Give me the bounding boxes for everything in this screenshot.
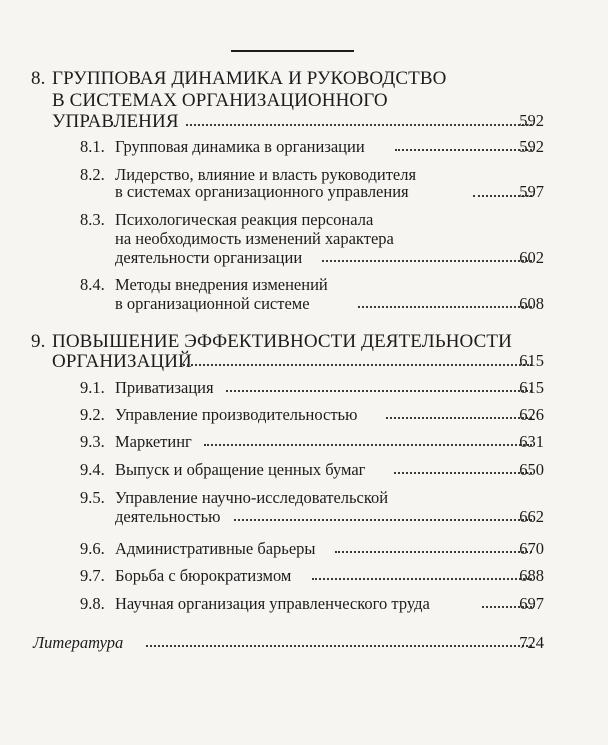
page-number: 724 <box>519 633 544 652</box>
dot-leader <box>322 259 532 262</box>
dot-leader <box>394 471 532 474</box>
section-title-line: Административные барьеры <box>115 539 316 558</box>
page-number: 615 <box>519 351 544 370</box>
dot-leader <box>395 148 532 151</box>
page-number: 688 <box>519 566 544 585</box>
page-number: 597 <box>519 182 544 201</box>
section-number: 8.2. <box>80 165 105 184</box>
dot-leader <box>204 443 532 446</box>
section-number: 9.7. <box>80 566 105 585</box>
section-number: 9.2. <box>80 405 105 424</box>
page-number: 631 <box>519 432 544 451</box>
page-number: 602 <box>519 248 544 267</box>
chapter-title-line: ОРГАНИЗАЦИЙ <box>52 351 192 372</box>
section-title-line: в системах организационного управления <box>115 182 409 201</box>
section-title-line: в организационной системе <box>115 294 310 313</box>
section-number: 9.1. <box>80 378 105 397</box>
chapter-number: 8. <box>31 68 46 89</box>
section-number: 9.5. <box>80 488 105 507</box>
page-number: 662 <box>519 507 544 526</box>
page-number: 608 <box>519 294 544 313</box>
section-number: 9.6. <box>80 539 105 558</box>
chapter-title-line: ПОВЫШЕНИЕ ЭФФЕКТИВНОСТИ ДЕЯТЕЛЬНОСТИ <box>52 331 512 352</box>
dot-leader <box>335 550 532 553</box>
section-title-line: Групповая динамика в организации <box>115 137 365 156</box>
section-title-line: Научная организация управленческого труда <box>115 594 430 613</box>
page-number: 670 <box>519 539 544 558</box>
chapter-title-line: УПРАВЛЕНИЯ <box>52 111 179 132</box>
page-number: 615 <box>519 378 544 397</box>
dot-leader <box>358 305 532 308</box>
section-title-line: Маркетинг <box>115 432 192 451</box>
dot-leader <box>226 389 532 392</box>
dot-leader <box>312 577 532 580</box>
chapter-title-line: В СИСТЕМАХ ОРГАНИЗАЦИОННОГО <box>52 90 388 111</box>
section-title-line: Лидерство, влияние и власть руководителя <box>115 165 417 184</box>
section-title-line: Методы внедрения изменений <box>115 275 328 294</box>
page-number: 592 <box>519 111 544 130</box>
page-number: 650 <box>519 460 544 479</box>
section-title-line: Управление производительностью <box>115 405 358 424</box>
section-title-line: Приватизация <box>115 378 214 397</box>
dot-leader <box>146 644 532 647</box>
page-number: 697 <box>519 594 544 613</box>
section-title-line: Психологическая реакция персонала <box>115 210 374 229</box>
section-number: 9.3. <box>80 432 105 451</box>
section-title-line: на необходимость изменений характера <box>115 229 394 248</box>
dot-leader <box>234 518 532 521</box>
top-divider <box>231 50 354 52</box>
section-number: 8.4. <box>80 275 105 294</box>
section-title-line: Управление научно-исследовательской <box>115 488 389 507</box>
section-number: 8.1. <box>80 137 105 156</box>
dot-leader <box>180 363 532 366</box>
section-title-line: деятельностью <box>115 507 221 526</box>
page-number: 626 <box>519 405 544 424</box>
dot-leader <box>386 416 532 419</box>
section-title-line: Борьба с бюрократизмом <box>115 566 292 585</box>
section-number: 9.4. <box>80 460 105 479</box>
literature-label: Литература <box>33 633 124 652</box>
chapter-title-line: ГРУППОВАЯ ДИНАМИКА И РУКОВОДСТВО <box>52 68 447 89</box>
section-number: 9.8. <box>80 594 105 613</box>
dot-leader <box>186 123 532 126</box>
page-number: 592 <box>519 137 544 156</box>
section-title-line: Выпуск и обращение ценных бумаг <box>115 460 366 479</box>
section-number: 8.3. <box>80 210 105 229</box>
section-title-line: деятельности организации <box>115 248 303 267</box>
chapter-number: 9. <box>31 331 46 352</box>
